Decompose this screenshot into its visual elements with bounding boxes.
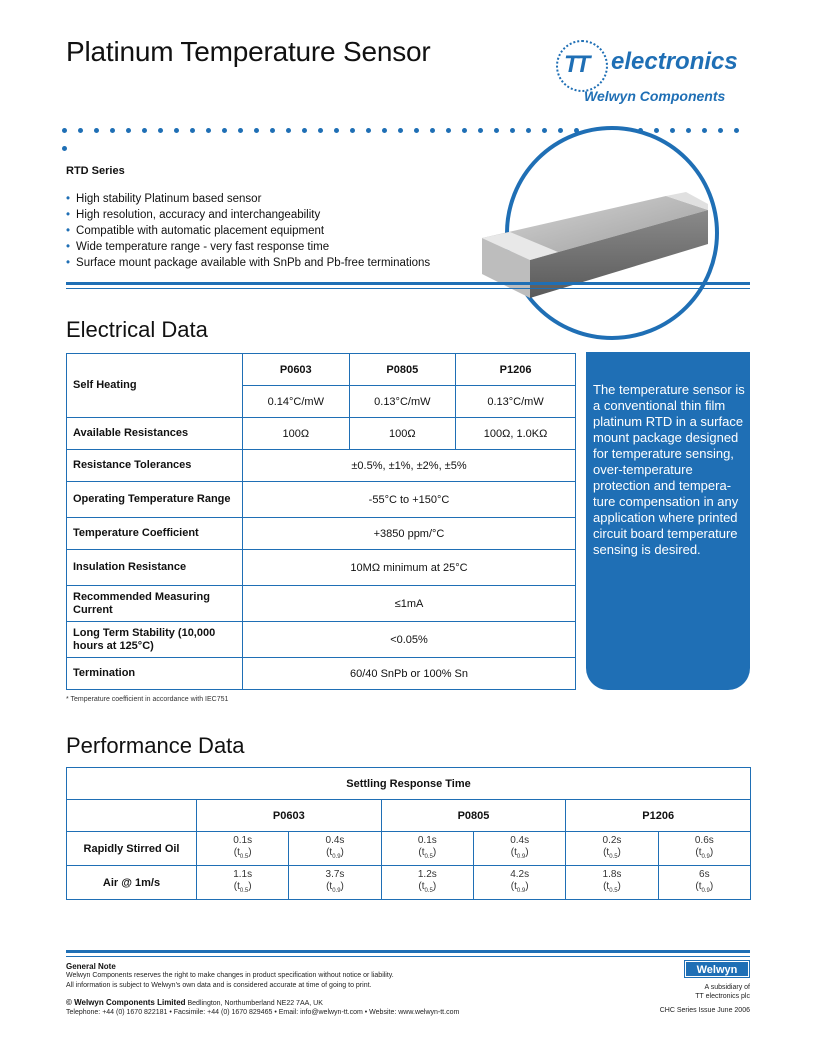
footer-divider-thin — [66, 956, 750, 957]
model-header: P1206 — [566, 800, 751, 832]
table-cell: 10MΩ minimum at 25°C — [243, 550, 576, 586]
divider-dot — [382, 128, 387, 133]
row-label: Termination — [67, 658, 243, 690]
divider-dot — [142, 128, 147, 133]
performance-data-table — [66, 767, 751, 900]
divider-dot — [78, 128, 83, 133]
table-cell: 100Ω, 1.0KΩ — [456, 418, 576, 450]
divider-dot — [414, 128, 419, 133]
footer-divider-thick — [66, 950, 750, 953]
row-label: Operating Temperature Range — [67, 482, 243, 518]
model-header: P0805 — [349, 354, 456, 386]
divider-dot — [270, 128, 275, 133]
table-cell: 0.13°C/mW — [456, 386, 576, 418]
electrical-data-table — [66, 353, 576, 690]
empty-header-cell — [67, 800, 197, 832]
model-header: P1206 — [456, 354, 576, 386]
table-cell: 0.1s $(t_{0.5})$ — [197, 832, 289, 866]
divider-dot — [526, 128, 531, 133]
model-header: P0603 — [243, 354, 350, 386]
contact-info: Telephone: +44 (0) 1670 822181 • Facsimile: +44 (0) 1670 829465 • Email: info@welwyn-tt.com • Website: www.welwyn-tt.com — [66, 1009, 460, 1016]
address: Bedlington, Northumberland NE22 7AA, UK — [187, 1000, 323, 1007]
row-label: Rapidly Stirred Oil — [67, 832, 197, 866]
tt-electronics-logo — [556, 38, 756, 108]
electrical-data-title: Electrical Data — [66, 317, 208, 342]
issue-note: CHC Series Issue June 2006 — [659, 1007, 750, 1014]
table-cell: 0.4s $(t_{0.9})$ — [473, 832, 565, 866]
divider-dot — [286, 128, 291, 133]
row-label: Insulation Resistance — [67, 550, 243, 586]
performance-data-title: Performance Data — [66, 733, 245, 758]
logo-mark: TT — [564, 51, 588, 78]
table-cell: 100Ω — [243, 418, 350, 450]
divider-dot — [94, 128, 99, 133]
table-cell: 0.4s $(t_{0.9})$ — [289, 832, 381, 866]
row-label: Air @ 1m/s — [67, 866, 197, 900]
chip-resistor-icon — [470, 190, 710, 310]
general-note-text: Welwyn Components reserves the right to make changes in product specification without notice or liability. All information is subject to Welwyn's own data and is considered accurate at time of going to print. — [66, 972, 394, 989]
table-cell: +3850 ppm/°C — [243, 518, 576, 550]
divider-dot — [398, 128, 403, 133]
divider-thin — [66, 288, 750, 289]
divider-dot — [190, 128, 195, 133]
company-name: © Welwyn Components Limited — [66, 998, 186, 1007]
table-cell: 100Ω — [349, 418, 456, 450]
divider-dot — [494, 128, 499, 133]
table-title: Settling Response Time — [67, 768, 751, 800]
table-cell: 1.8s $(t_{0.5})$ — [566, 866, 658, 900]
divider-dot — [126, 128, 131, 133]
divider-dot — [302, 128, 307, 133]
divider-thick — [66, 282, 750, 285]
model-header: P0805 — [381, 800, 566, 832]
divider-dot — [670, 128, 675, 133]
feature-item: • Compatible with automatic placement equipment — [66, 223, 430, 239]
divider-dot — [654, 128, 659, 133]
divider-dot — [350, 128, 355, 133]
divider-dot — [366, 128, 371, 133]
series-label: RTD Series — [66, 165, 125, 177]
divider-dot — [206, 128, 211, 133]
divider-dot — [110, 128, 115, 133]
divider-dot — [510, 128, 515, 133]
feature-item: • Surface mount package available with SnPb and Pb-free terminations — [66, 255, 430, 271]
logo-subtitle: Welwyn Components — [584, 88, 726, 104]
table-cell: ≤1mA — [243, 586, 576, 622]
row-label: Available Resistances — [67, 418, 243, 450]
table-cell: 0.6s $(t_{0.9})$ — [658, 832, 750, 866]
table-cell: 1.2s $(t_{0.5})$ — [381, 866, 473, 900]
divider-dot — [318, 128, 323, 133]
divider-dot — [686, 128, 691, 133]
table-cell: 0.13°C/mW — [349, 386, 456, 418]
company-address — [66, 998, 323, 1007]
feature-item: • Wide temperature range - very fast response time — [66, 239, 430, 255]
divider-dot — [62, 146, 67, 151]
table-cell: 0.2s $(t_{0.5})$ — [566, 832, 658, 866]
divider-dot — [462, 128, 467, 133]
row-label: Resistance Tolerances — [67, 450, 243, 482]
table-cell: 1.1s $(t_{0.5})$ — [197, 866, 289, 900]
divider-dot — [334, 128, 339, 133]
table-cell: 4.2s $(t_{0.9})$ — [473, 866, 565, 900]
divider-dot — [734, 128, 739, 133]
page-title: Platinum Temperature Sensor — [66, 36, 431, 67]
divider-dot — [542, 128, 547, 133]
divider-dot — [238, 128, 243, 133]
divider-dot — [254, 128, 259, 133]
divider-dot — [718, 128, 723, 133]
table-cell: 6s $(t_{0.9})$ — [658, 866, 750, 900]
table-cell: ±0.5%, ±1%, ±2%, ±5% — [243, 450, 576, 482]
feature-item: • High stability Platinum based sensor — [66, 191, 430, 207]
footnote: * Temperature coefficient in accordance with IEC751 — [66, 696, 229, 703]
table-cell: <0.05% — [243, 622, 576, 658]
divider-dot — [478, 128, 483, 133]
divider-dot — [158, 128, 163, 133]
general-note-title: General Note — [66, 962, 116, 971]
divider-dot — [222, 128, 227, 133]
table-cell: -55°C to +150°C — [243, 482, 576, 518]
description-text: The temperature sensor is a conventional thin film platinum RTD in a surface mount package designed for temperature sensing, over-temperature protection and tempera-ture compensation in any application where printed circuit board temperature sensing is desired. — [593, 382, 745, 557]
divider-dot — [174, 128, 179, 133]
model-header: P0603 — [197, 800, 382, 832]
row-label: Long Term Stability (10,000 hours at 125°C) — [67, 622, 243, 658]
row-label: Self Heating — [67, 354, 243, 418]
subsidiary-note: A subsidiary of TT electronics plc — [695, 984, 750, 1000]
row-label: Recommended Measuring Current — [67, 586, 243, 622]
feature-list — [66, 191, 430, 271]
table-cell: 0.14°C/mW — [243, 386, 350, 418]
table-cell: 3.7s $(t_{0.9})$ — [289, 866, 381, 900]
feature-item: • High resolution, accuracy and interchangeability — [66, 207, 430, 223]
welwyn-logo: Welwyn — [684, 960, 750, 978]
divider-dot — [558, 128, 563, 133]
description-panel — [586, 352, 750, 690]
divider-dot — [446, 128, 451, 133]
row-label: Temperature Coefficient — [67, 518, 243, 550]
table-cell: 60/40 SnPb or 100% Sn — [243, 658, 576, 690]
divider-dot — [430, 128, 435, 133]
divider-dot — [702, 128, 707, 133]
table-cell: 0.1s $(t_{0.5})$ — [381, 832, 473, 866]
divider-dot — [62, 128, 67, 133]
logo-word: electronics — [611, 48, 738, 75]
